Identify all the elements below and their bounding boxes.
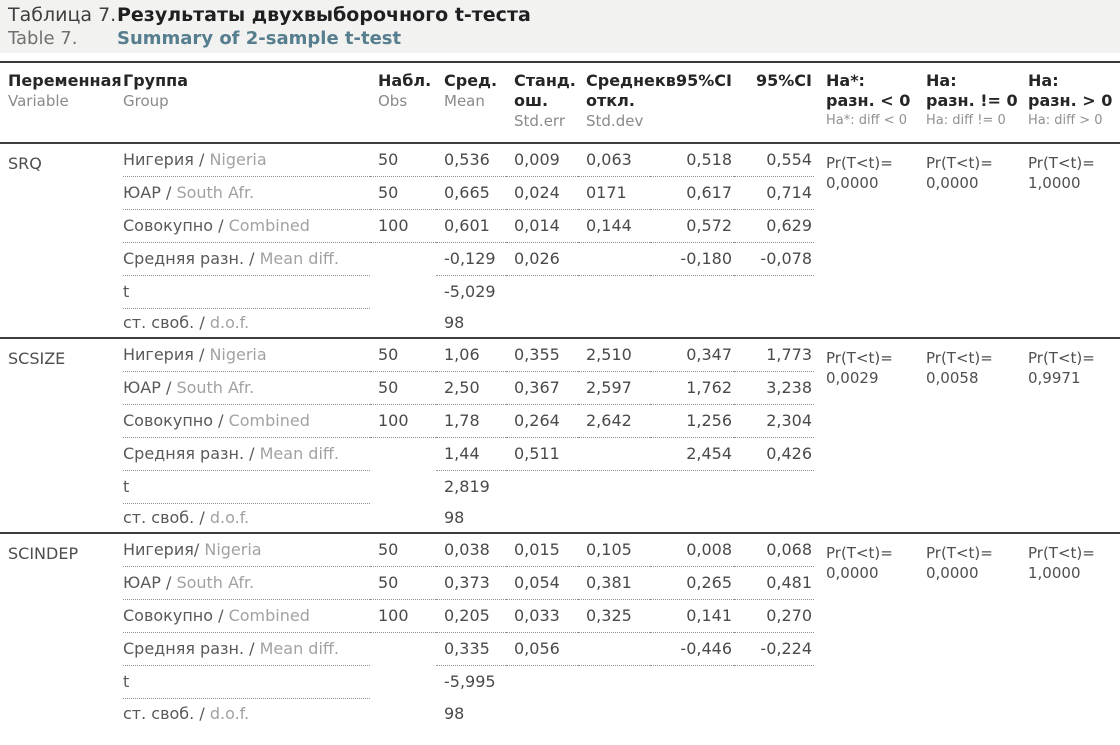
ci-high-cell <box>734 503 814 533</box>
ci-low-cell <box>650 470 734 503</box>
col-header-ha2 <box>1024 63 1120 143</box>
mean-cell: 98 <box>444 703 465 723</box>
col-header-variable <box>0 63 123 143</box>
mean-cell: -5,029 <box>444 282 496 302</box>
group-label-ru: Нигерия / <box>123 345 205 365</box>
mean-cell: 0,335 <box>436 632 506 665</box>
col-header-sub-line: Std.err <box>514 112 565 130</box>
caption-label-ru: Таблица 7. <box>8 4 117 26</box>
table-row <box>0 338 1120 371</box>
stddev-cell: 0,063 <box>578 143 650 176</box>
group-cell <box>123 437 370 470</box>
group-label-en: Nigeria <box>209 345 267 365</box>
col-header-sub-line: Obs <box>378 92 408 110</box>
group-label-en: Nigeria <box>209 150 267 170</box>
ci-high-cell <box>734 470 814 503</box>
group-label-ru: Средняя разн. / <box>123 444 255 463</box>
ha-line2: 0,0000 <box>926 174 979 192</box>
ci-low-cell: 0,518 <box>650 143 734 176</box>
stddev-cell: 0,105 <box>578 533 650 566</box>
stddev-cell <box>578 308 650 338</box>
ha-line1: Pr(T<t)= <box>1028 349 1095 367</box>
ci-low-cell: 0,347 <box>650 338 734 371</box>
ci-low-cell: 0,265 <box>650 566 734 599</box>
col-header-stderr <box>506 63 578 143</box>
stderr-cell: 0,367 <box>506 371 578 404</box>
mean-cell: 2,50 <box>436 371 506 404</box>
group-cell <box>123 470 370 503</box>
group-cell <box>123 632 370 665</box>
ha-line2: 1,0000 <box>1028 564 1081 582</box>
obs-cell <box>370 665 436 698</box>
obs-cell <box>370 698 436 728</box>
ci-high-cell <box>734 665 814 698</box>
obs-cell <box>370 503 436 533</box>
obs-cell: 100 <box>370 209 436 242</box>
ha-lt-cell <box>814 533 924 728</box>
col-header-sub-line: Std.dev <box>586 112 644 130</box>
mean-cell: 0,536 <box>436 143 506 176</box>
ci-high-cell <box>734 308 814 338</box>
ha-line1: Pr(T<t)= <box>926 544 993 562</box>
stderr-cell: 0,056 <box>506 632 578 665</box>
ha-line1: Pr(T<t)= <box>926 154 993 172</box>
stddev-cell <box>578 665 650 698</box>
ha-line2: 0,0058 <box>926 369 979 387</box>
stderr-cell: 0,033 <box>506 599 578 632</box>
col-header-bold-line: откл. <box>586 91 635 110</box>
group-cell <box>123 176 370 209</box>
col-header-mean <box>436 63 506 143</box>
ci-high-cell: 0,481 <box>734 566 814 599</box>
ci-high-cell: 0,426 <box>734 437 814 470</box>
stderr-cell <box>506 698 578 728</box>
group-cell <box>123 338 370 371</box>
group-label-ru: ЮАР / <box>123 573 172 592</box>
ha-line1: Pr(T<t)= <box>1028 154 1095 172</box>
group-label-ru: t <box>123 477 130 496</box>
group-label-en: d.o.f. <box>209 313 250 333</box>
col-header-sub-line: Variable <box>8 92 69 110</box>
ha-line1: Pr(T<t)= <box>926 349 993 367</box>
col-header-group <box>123 63 370 143</box>
stddev-cell <box>578 275 650 308</box>
col-header-sub-line: Ha*: diff < 0 <box>826 113 908 128</box>
caption-line-ru <box>8 4 1112 27</box>
ha-line2: 1,0000 <box>1028 174 1081 192</box>
group-label-en: South Afr. <box>176 573 255 592</box>
stderr-cell: 0,009 <box>506 143 578 176</box>
group-label-ru: Нигерия/ <box>123 540 200 560</box>
stddev-cell <box>578 242 650 275</box>
ha-ne-cell <box>924 533 1024 728</box>
stderr-cell: 0,054 <box>506 566 578 599</box>
group-label-en: Combined <box>228 411 310 430</box>
ci-low-cell: 0,572 <box>650 209 734 242</box>
group-label-ru: t <box>123 282 130 301</box>
group-label-en: South Afr. <box>176 183 255 202</box>
caption-label-en: Table 7. <box>8 28 78 49</box>
stderr-cell: 0,355 <box>506 338 578 371</box>
ci-high-cell: 0,270 <box>734 599 814 632</box>
obs-cell: 50 <box>370 371 436 404</box>
ha-line1: Pr(T<t)= <box>826 154 893 172</box>
col-header-bold-line: 95%CI <box>676 71 732 90</box>
col-header-bold-line: Сред. <box>444 71 498 90</box>
mean-cell: 1,78 <box>436 404 506 437</box>
ha-line2: 0,0000 <box>826 174 879 192</box>
obs-cell <box>370 275 436 308</box>
obs-cell: 100 <box>370 404 436 437</box>
header-row <box>0 63 1120 143</box>
group-label-en: d.o.f. <box>209 508 250 528</box>
stderr-cell: 0,024 <box>506 176 578 209</box>
group-cell <box>123 566 370 599</box>
obs-cell <box>370 437 436 470</box>
group-label-en: Mean diff. <box>259 639 340 658</box>
col-header-bold-line: Ha: <box>1028 71 1059 90</box>
group-label-en: Nigeria <box>204 540 262 560</box>
obs-cell <box>370 308 436 338</box>
col-header-bold-line: ош. <box>514 91 549 110</box>
col-header-bold-line: Среднекв. <box>586 71 682 90</box>
group-cell <box>123 404 370 437</box>
col-header-ha0 <box>814 63 924 143</box>
mean-cell: 1,06 <box>436 338 506 371</box>
col-header-bold-line: разн. < 0 <box>826 91 911 110</box>
col-header-bold-line: Группа <box>123 71 188 90</box>
ci-low-cell <box>650 698 734 728</box>
col-header-bold-line: разн. != 0 <box>926 91 1018 110</box>
ci-low-cell: 0,008 <box>650 533 734 566</box>
obs-cell <box>370 242 436 275</box>
col-header-bold-line: Набл. <box>378 71 432 90</box>
col-header-bold-line: разн. > 0 <box>1028 91 1113 110</box>
table-row <box>0 533 1120 566</box>
ci-high-cell: 0,714 <box>734 176 814 209</box>
obs-cell: 50 <box>370 176 436 209</box>
stddev-cell: 2,642 <box>578 404 650 437</box>
ci-high-cell <box>734 698 814 728</box>
group-label-ru: ст. своб. / <box>123 703 205 723</box>
col-header-bold-line: Станд. <box>514 71 576 90</box>
obs-cell: 50 <box>370 143 436 176</box>
group-cell <box>123 143 370 176</box>
ha-line2: 0,0000 <box>926 564 979 582</box>
ci-low-cell: 1,762 <box>650 371 734 404</box>
group-label-en: Mean diff. <box>259 249 340 268</box>
group-cell <box>123 599 370 632</box>
stderr-cell <box>506 308 578 338</box>
ha-gt-cell <box>1024 143 1120 338</box>
col-header-sub-line: Ha: diff != 0 <box>926 113 1006 128</box>
caption-title-ru: Результаты двухвыборочного t-теста <box>117 4 531 26</box>
ci-high-cell: 0,554 <box>734 143 814 176</box>
mean-cell: 98 <box>436 308 506 338</box>
mean-cell: 0,373 <box>436 566 506 599</box>
ci-high-cell: 3,238 <box>734 371 814 404</box>
ci-high-cell: 0,629 <box>734 209 814 242</box>
ci-high-cell <box>734 275 814 308</box>
obs-cell: 50 <box>370 338 436 371</box>
stderr-cell: 0,014 <box>506 209 578 242</box>
mean-cell: -5,995 <box>444 672 496 692</box>
ha-gt-cell <box>1024 338 1120 533</box>
ha-line2: 0,9971 <box>1028 369 1081 387</box>
group-label-ru: Совокупно / <box>123 411 224 430</box>
ci-low-cell: -0,446 <box>650 632 734 665</box>
variable-cell: SCSIZE <box>0 338 123 533</box>
group-label-ru: ст. своб. / <box>123 508 205 528</box>
ci-high-cell: -0,078 <box>734 242 814 275</box>
group-cell <box>123 503 370 533</box>
obs-cell <box>370 470 436 503</box>
group-label-ru: ЮАР / <box>123 183 172 202</box>
mean-cell: 2,819 <box>444 477 490 497</box>
stddev-cell <box>578 437 650 470</box>
stddev-cell: 2,597 <box>578 371 650 404</box>
ci-low-cell: -0,180 <box>650 242 734 275</box>
group-label-en: d.o.f. <box>209 703 250 723</box>
obs-cell: 50 <box>370 533 436 566</box>
group-label-ru: Средняя разн. / <box>123 639 255 658</box>
variable-cell: SRQ <box>0 143 123 338</box>
ci-high-cell: 2,304 <box>734 404 814 437</box>
col-header-ha1 <box>924 63 1024 143</box>
obs-cell <box>370 632 436 665</box>
obs-cell: 100 <box>370 599 436 632</box>
variable-cell: SCINDEP <box>8 544 79 563</box>
ha-lt-cell <box>814 143 924 338</box>
stderr-cell <box>506 665 578 698</box>
mean-cell: 0,038 <box>436 533 506 566</box>
table-caption <box>0 0 1120 53</box>
col-header-stddev <box>578 63 682 143</box>
stderr-cell: 0,264 <box>506 404 578 437</box>
group-label-en: Combined <box>228 216 310 235</box>
ci-high-cell: -0,224 <box>734 632 814 665</box>
col-header-sub-line: Group <box>123 92 169 110</box>
stderr-cell: 0,026 <box>506 242 578 275</box>
stderr-cell <box>506 470 578 503</box>
mean-cell: -0,129 <box>436 242 506 275</box>
col-header-bold-line: Переменная <box>8 71 122 90</box>
stddev-cell: 0,325 <box>578 599 650 632</box>
col-header-obs <box>370 63 436 143</box>
table-header <box>0 63 1120 143</box>
table-body <box>0 143 1120 728</box>
stderr-cell: 0,511 <box>506 437 578 470</box>
group-label-en: Mean diff. <box>259 444 340 463</box>
group-label-en: Combined <box>228 606 310 625</box>
ci-low-cell: 0,141 <box>650 599 734 632</box>
stderr-cell: 0,015 <box>506 533 578 566</box>
ha-ne-cell <box>924 338 1024 533</box>
group-label-ru: Совокупно / <box>123 606 224 625</box>
ha-line2: 0,0029 <box>826 369 879 387</box>
group-label-ru: t <box>123 672 130 691</box>
ci-low-cell <box>650 665 734 698</box>
mean-cell: 98 <box>436 503 506 533</box>
group-label-ru: Совокупно / <box>123 216 224 235</box>
mean-cell: 0,665 <box>436 176 506 209</box>
ci-low-cell: 0,617 <box>650 176 734 209</box>
caption-line-en <box>8 27 1112 50</box>
group-label-ru: ст. своб. / <box>123 313 205 333</box>
stddev-cell: 0,381 <box>578 566 650 599</box>
mean-cell: 1,44 <box>436 437 506 470</box>
ci-low-cell <box>650 308 734 338</box>
group-label-ru: Средняя разн. / <box>123 249 255 268</box>
col-header-ci_high <box>734 63 814 143</box>
ha-line1: Pr(T<t)= <box>826 544 893 562</box>
stderr-cell <box>506 275 578 308</box>
stddev-cell: 0171 <box>578 176 650 209</box>
ci-high-cell: 1,773 <box>734 338 814 371</box>
group-cell <box>123 308 370 338</box>
ha-gt-cell <box>1024 533 1120 728</box>
ci-low-cell <box>650 503 734 533</box>
t-test-results-table <box>0 63 1120 728</box>
ha-line1: Pr(T<t)= <box>826 349 893 367</box>
stddev-cell <box>578 632 650 665</box>
ci-low-cell: 1,256 <box>650 404 734 437</box>
ha-line1: Pr(T<t)= <box>1028 544 1095 562</box>
stddev-cell <box>578 470 650 503</box>
col-header-bold-line: Ha*: <box>826 71 865 90</box>
col-header-bold-line: 95%CI <box>756 71 812 90</box>
ci-low-cell <box>650 275 734 308</box>
stddev-cell: 2,510 <box>578 338 650 371</box>
group-cell <box>123 533 370 566</box>
stderr-cell <box>506 503 578 533</box>
stddev-cell <box>578 698 650 728</box>
ha-line2: 0,0000 <box>826 564 879 582</box>
group-cell <box>123 209 370 242</box>
ha-ne-cell <box>924 143 1024 338</box>
caption-title-en: Summary of 2-sample t-test <box>117 28 402 49</box>
group-label-en: South Afr. <box>176 378 255 397</box>
stddev-cell <box>578 503 650 533</box>
group-cell <box>123 698 370 728</box>
col-header-sub-line: Mean <box>444 92 485 110</box>
ha-lt-cell <box>814 338 924 533</box>
obs-cell: 50 <box>370 566 436 599</box>
ci-high-cell: 0,068 <box>734 533 814 566</box>
group-cell <box>123 275 370 308</box>
col-header-bold-line: Ha: <box>926 71 957 90</box>
stddev-cell: 0,144 <box>578 209 650 242</box>
group-cell <box>123 371 370 404</box>
mean-cell: 0,205 <box>436 599 506 632</box>
col-header-sub-line: Ha: diff > 0 <box>1028 113 1103 128</box>
ci-low-cell: 2,454 <box>650 437 734 470</box>
group-cell <box>123 242 370 275</box>
mean-cell: 0,601 <box>436 209 506 242</box>
table-row <box>0 143 1120 176</box>
group-label-ru: Нигерия / <box>123 150 205 170</box>
group-cell <box>123 665 370 698</box>
group-label-ru: ЮАР / <box>123 378 172 397</box>
